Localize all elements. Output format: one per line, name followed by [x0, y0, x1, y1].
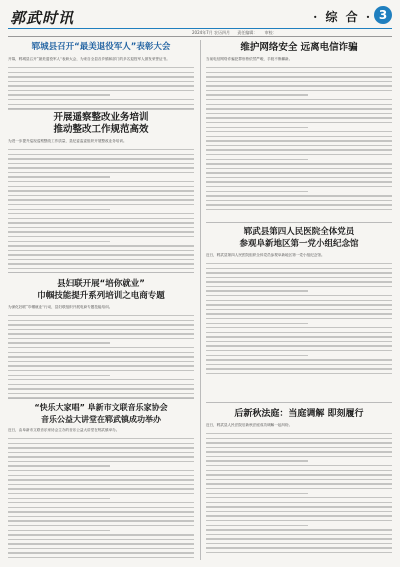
body-text-line — [206, 209, 392, 210]
article-title[interactable]: 县妇联开展“培你就业” 巾帼技能提升系列培训之电商专题 — [37, 279, 165, 301]
article-title[interactable]: 郓城县召开“最美退役军人”表彰大会 — [31, 42, 171, 52]
column-divider — [200, 40, 201, 560]
body-text-line — [8, 222, 194, 223]
body-text-line — [206, 547, 392, 548]
body-text-line — [206, 81, 392, 82]
body-text-line — [206, 336, 392, 337]
body-text-line — [8, 557, 194, 558]
body-text-line — [8, 507, 194, 508]
article-rectification — [8, 112, 194, 277]
body-text-line — [206, 122, 392, 123]
body-text-line — [8, 498, 110, 499]
body-text-line — [8, 488, 194, 489]
body-text-line — [206, 136, 392, 137]
body-text-line — [8, 176, 110, 177]
body-text-line — [206, 286, 392, 287]
body-text-line — [8, 241, 110, 242]
body-text-line — [206, 525, 308, 526]
body-text-line — [8, 167, 194, 168]
body-text-line — [8, 263, 194, 264]
body-text-line — [8, 552, 194, 553]
issue-date: 2024年7月 农历四月 — [192, 30, 230, 35]
issue-editor: 责任编辑： — [237, 30, 258, 35]
article-cyber-security — [206, 42, 392, 217]
body-text-line — [206, 479, 392, 480]
body-text-line — [206, 451, 392, 452]
body-text-line — [8, 493, 194, 494]
body-text-line — [8, 338, 194, 339]
body-text-line — [8, 352, 194, 353]
article-title[interactable]: 开展遥察整改业务培训 推动整改工作规范高效 — [53, 112, 149, 135]
body-text-line — [206, 515, 392, 516]
article-hospital-party — [206, 226, 392, 381]
body-text-line — [8, 438, 194, 439]
article-title[interactable]: 维护网络安全 远离电信诈骗 — [240, 42, 358, 53]
body-text-line — [8, 181, 194, 182]
body-text-line — [206, 281, 392, 282]
body-text-line — [206, 460, 308, 461]
body-text-line — [206, 341, 392, 342]
body-text-line — [206, 355, 308, 356]
body-text-line — [8, 209, 110, 210]
body-text-line — [206, 304, 392, 305]
body-text-line — [206, 359, 392, 360]
body-text-line — [206, 538, 392, 539]
issue-review: 审校： — [264, 30, 277, 35]
body-text-line — [206, 186, 392, 187]
body-text-line — [206, 204, 392, 205]
article-lead: 当前电信网络诈骗犯罪形势依然严峻，手段不断翻新。 — [206, 57, 293, 61]
body-text-line — [206, 474, 392, 475]
body-text-line — [8, 320, 194, 321]
body-text-line — [206, 99, 392, 100]
body-text-line — [8, 204, 194, 205]
body-text-line — [8, 213, 194, 214]
body-text-line — [206, 149, 392, 150]
body-text-line — [8, 104, 194, 105]
body-text-line — [206, 332, 392, 333]
body-text-line — [8, 447, 194, 448]
body-text-line — [8, 511, 194, 512]
body-text-line — [8, 443, 194, 444]
body-text-line — [8, 259, 194, 260]
body-text-line — [8, 342, 110, 343]
body-text-line — [206, 200, 392, 201]
body-text-line — [206, 456, 392, 457]
article-lead: 近日，郓武县人民法院后新秋法庭成功调解一起纠纷。 — [206, 423, 293, 427]
body-text-line — [206, 85, 392, 86]
body-text-line — [8, 72, 194, 73]
article-womens-federation — [8, 278, 194, 403]
body-text-line — [206, 511, 392, 512]
body-text-line — [8, 67, 194, 68]
body-text-line — [8, 163, 194, 164]
body-text-line — [206, 168, 392, 169]
body-text-line — [206, 131, 392, 132]
section-divider — [8, 108, 194, 109]
body-text-line — [206, 163, 392, 164]
body-text-line — [206, 263, 392, 264]
body-text-line — [206, 113, 392, 114]
body-text-line — [206, 94, 308, 95]
body-text-line — [8, 543, 194, 544]
body-text-line — [8, 333, 194, 334]
body-text-line — [206, 104, 392, 105]
body-text-line — [8, 475, 194, 476]
body-text-line — [8, 199, 194, 200]
body-text-line — [8, 186, 194, 187]
body-text-line — [8, 149, 194, 150]
section-divider — [206, 222, 392, 223]
body-text-line — [206, 290, 308, 291]
body-text-line — [8, 154, 194, 155]
body-text-line — [206, 67, 392, 68]
body-text-line — [8, 218, 194, 219]
body-text-line — [206, 145, 392, 146]
article-title[interactable]: 后新秋法庭：当庭调解 即刻履行 — [234, 409, 364, 419]
body-text-line — [8, 172, 194, 173]
body-text-line — [206, 506, 392, 507]
body-text-line — [206, 364, 392, 365]
body-text-line — [8, 456, 194, 457]
body-text-line — [206, 552, 392, 553]
body-text-line — [206, 195, 392, 196]
body-text-line — [8, 231, 194, 232]
body-text-line — [8, 245, 194, 246]
body-text-line — [206, 493, 308, 494]
body-text-line — [206, 438, 392, 439]
body-text-line — [8, 393, 194, 394]
body-text-line — [206, 543, 392, 544]
article-title[interactable]: “快乐大家唱” 阜新市文联音乐家协会 音乐公益大讲堂在郓武镇成功举办 — [34, 403, 168, 424]
body-text-line — [206, 154, 392, 155]
article-lead: 近日，由阜新市文联音乐家协会主办的音乐公益大讲堂在郓武镇举办。 — [8, 428, 120, 432]
body-text-line — [8, 190, 194, 191]
body-text-line — [8, 516, 194, 517]
body-text-line — [206, 447, 392, 448]
body-text-line — [8, 329, 194, 330]
body-text-line — [8, 227, 194, 228]
body-text-line — [8, 90, 194, 91]
section-title: · 综 合 · — [313, 10, 372, 24]
article-body — [206, 263, 392, 381]
body-text-line — [206, 268, 392, 269]
article-body — [8, 438, 194, 566]
body-text-line — [8, 250, 194, 251]
article-body — [8, 149, 194, 277]
article-court-mediation — [206, 408, 392, 561]
body-text-line — [8, 347, 194, 348]
body-text-line — [8, 379, 194, 380]
article-body — [206, 433, 392, 561]
body-text-line — [206, 368, 392, 369]
article-veterans — [8, 42, 194, 115]
body-text-line — [8, 158, 194, 159]
body-text-line — [8, 534, 194, 535]
body-text-line — [206, 520, 392, 521]
body-text-line — [8, 81, 194, 82]
body-text-line — [8, 236, 194, 237]
body-text-line — [8, 268, 194, 269]
body-text-line — [206, 327, 392, 328]
body-text-line — [206, 483, 392, 484]
body-text-line — [8, 76, 194, 77]
body-text-line — [206, 350, 392, 351]
body-text-line — [8, 384, 194, 385]
body-text-line — [206, 177, 392, 178]
meta-rule — [8, 36, 392, 37]
masthead — [8, 6, 392, 28]
body-text-line — [8, 539, 194, 540]
body-text-line — [206, 488, 392, 489]
body-text-line — [8, 452, 194, 453]
body-text-line — [8, 461, 194, 462]
body-text-line — [206, 277, 392, 278]
body-text-line — [206, 313, 392, 314]
body-text-line — [8, 99, 194, 100]
body-text-line — [206, 465, 392, 466]
body-text-line — [206, 300, 392, 301]
article-lead: 为进一步提升巡视巡察整改工作质量，县纪委监委组织开展整改业务培训。 — [8, 139, 127, 143]
body-text-line — [8, 324, 194, 325]
body-text-line — [206, 76, 392, 77]
body-text-line — [8, 470, 194, 471]
article-lead: 为深化妇联“巾帼就业”行动，县妇联组织开展电商专题技能培训。 — [8, 305, 113, 309]
masthead-rule — [8, 28, 392, 29]
body-text-line — [206, 140, 392, 141]
section-divider — [206, 402, 392, 403]
body-text-line — [8, 365, 194, 366]
body-text-line — [206, 318, 392, 319]
body-text-line — [206, 90, 392, 91]
body-text-line — [8, 375, 110, 376]
article-body — [206, 67, 392, 217]
body-text-line — [8, 530, 110, 531]
body-text-line — [8, 195, 194, 196]
body-text-line — [206, 470, 392, 471]
body-text-line — [206, 309, 392, 310]
body-text-line — [8, 254, 194, 255]
body-text-line — [206, 159, 308, 160]
article-music-lecture — [8, 402, 194, 566]
body-text-line — [206, 442, 392, 443]
article-body — [8, 315, 194, 403]
body-text-line — [206, 117, 392, 118]
article-lead: 开幕，郓城县召开“最美退役军人”表彰大会，为来自全县各乡镇和部门的多名退役军人颁发荣誉证书。 — [8, 57, 170, 61]
body-text-line — [8, 520, 194, 521]
body-text-line — [206, 373, 392, 374]
body-text-line — [206, 433, 392, 434]
body-text-line — [8, 548, 194, 549]
body-text-line — [8, 370, 194, 371]
section-divider — [8, 398, 194, 399]
body-text-line — [8, 315, 194, 316]
body-text-line — [206, 127, 308, 128]
body-text-line — [206, 72, 392, 73]
body-text-line — [8, 85, 194, 86]
article-title[interactable]: 郓武县第四人民医院全体党员 参观阜新地区第一党小组纪念馆 — [239, 227, 359, 249]
body-text-line — [8, 484, 194, 485]
body-text-line — [206, 497, 392, 498]
body-text-line — [206, 295, 392, 296]
body-text-line — [8, 388, 194, 389]
body-text-line — [8, 479, 194, 480]
body-text-line — [206, 323, 308, 324]
body-text-line — [8, 361, 194, 362]
body-text-line — [8, 502, 194, 503]
newspaper-logo: 郭武时讯 — [10, 9, 75, 27]
body-text-line — [206, 502, 392, 503]
page-number-badge: 3 — [374, 6, 392, 24]
body-text-line — [206, 181, 392, 182]
section-divider — [8, 272, 194, 273]
body-text-line — [8, 94, 110, 95]
body-text-line — [8, 356, 194, 357]
body-text-line — [8, 465, 110, 466]
body-text-line — [206, 191, 308, 192]
body-text-line — [206, 534, 392, 535]
article-lead: 近日，郓武县第四人民医院组织全体党员参观阜新地区第一党小组纪念馆。 — [206, 253, 325, 257]
body-text-line — [206, 272, 392, 273]
body-text-line — [206, 529, 392, 530]
body-text-line — [8, 525, 194, 526]
body-text-line — [206, 108, 392, 109]
body-text-line — [206, 172, 392, 173]
body-text-line — [206, 345, 392, 346]
